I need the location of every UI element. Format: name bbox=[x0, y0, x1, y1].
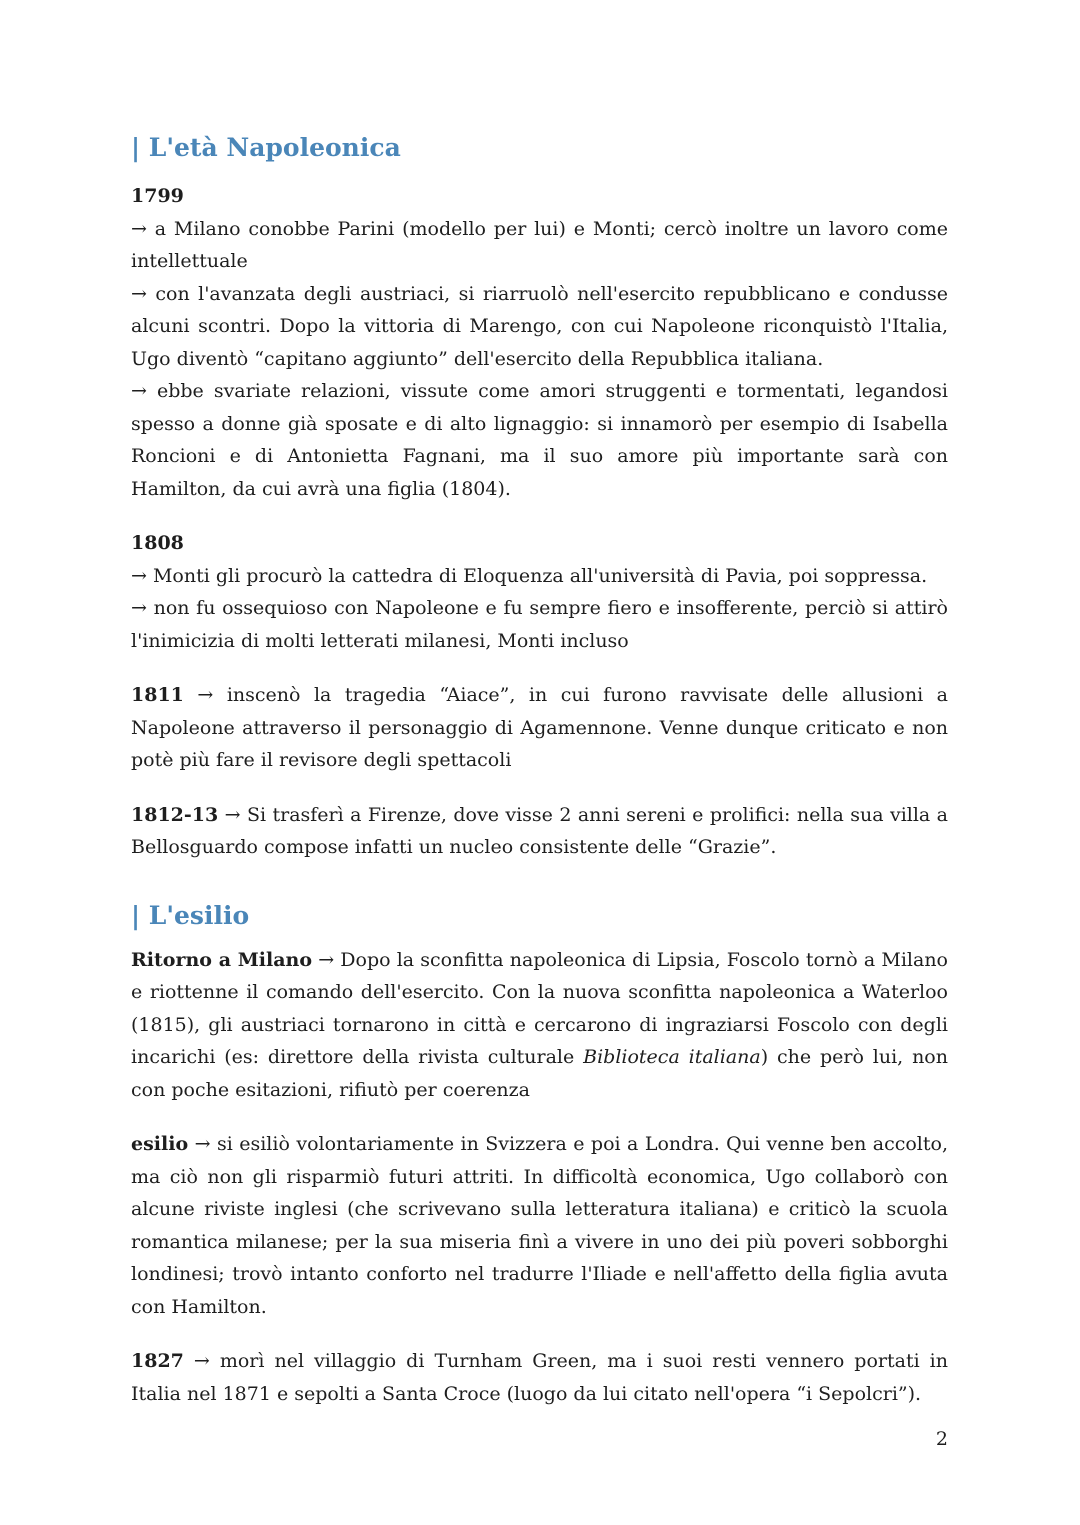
entry-line: → con l'avanzata degli austriaci, si riarruolò nell'esercito repubblicano e condusse alcuni scontri. Dopo la vittoria di Marengo, con cui Napoleone riconquistò l'Italia, Ugo diventò “capitano aggiunto” dell'esercito della Repubblica italiana. bbox=[131, 282, 948, 370]
entry-line: → a Milano conobbe Parini (modello per lui) e Monti; cercò inoltre un lavoro come intellettuale bbox=[131, 217, 948, 272]
entry-text: → Dopo la sconfitta napoleonica di Lipsia, Foscolo tornò a Milano e riottenne il comando dell'esercito. Con la nuova sconfitta napoleonica a Waterloo (1815), gli austriaci tornarono in città e cercarono di ingraziarsi Foscolo con degli incarichi (es: direttore della rivista culturale bbox=[131, 948, 948, 1068]
entry-paragraph bbox=[131, 679, 948, 777]
entry-esilio bbox=[131, 1128, 948, 1323]
entry-text: ) che però lui, non con poche esitazioni, rifiutò per coerenza bbox=[131, 1046, 948, 1101]
entry-ritorno-milano bbox=[131, 944, 948, 1107]
entry-line: → Monti gli procurò la cattedra di Eloquenza all'università di Pavia, poi soppressa. bbox=[131, 564, 928, 587]
entry-paragraph bbox=[131, 1128, 948, 1323]
entry-line: → non fu ossequioso con Napoleone e fu sempre fiero e insofferente, perciò si attirò l'inimicizia di molti letterati milanesi, Monti incluso bbox=[131, 597, 948, 652]
entry-label: Ritorno a Milano bbox=[131, 948, 313, 971]
entry-year: 1811 bbox=[131, 684, 184, 706]
document-page bbox=[131, 130, 948, 1432]
entry-year: 1799 bbox=[131, 185, 184, 207]
entry-text: → inscenò la tragedia “Aiace”, in cui furono ravvisate delle allusioni a Napoleone attraverso il personaggio di Agamennone. Venne dunque criticato e non potè più fare il revisore degli spettacoli bbox=[131, 684, 948, 771]
entry-paragraph bbox=[131, 1345, 948, 1410]
entry-text: → Si trasferì a Firenze, dove visse 2 anni sereni e prolifici: nella sua villa a Bellosguardo compose infatti un nucleo consistente delle “Grazie”. bbox=[131, 803, 948, 858]
entry-year: 1812-13 bbox=[131, 803, 219, 826]
entry-italic-title: Biblioteca italiana bbox=[583, 1046, 761, 1068]
entry-year: 1827 bbox=[131, 1350, 184, 1372]
entry-1799 bbox=[131, 180, 948, 505]
entry-text: → morì nel villaggio di Turnham Green, ma i suoi resti vennero portati in Italia nel 1871 e sepolti a Santa Croce (luogo da lui citato nell'opera “i Sepolcri”). bbox=[131, 1350, 948, 1405]
entry-1827 bbox=[131, 1345, 948, 1410]
page-number: 2 bbox=[935, 1428, 948, 1450]
entry-line: → ebbe svariate relazioni, vissute come amori struggenti e tormentati, legandosi spesso a donne già sposate e di alto lignaggio: si innamorò per esempio di Isabella Roncioni e di Antonietta Fagnani, ma il suo amore più importante sarà con Hamilton, da cui avrà una figlia (1804). bbox=[131, 380, 948, 500]
entry-1812-13 bbox=[131, 799, 948, 864]
entry-label: esilio bbox=[131, 1133, 189, 1155]
entry-paragraph bbox=[131, 944, 948, 1107]
section-title-eta-napoleonica: | L'età Napoleonica bbox=[131, 133, 401, 162]
entry-year: 1808 bbox=[131, 532, 184, 554]
entry-1811 bbox=[131, 679, 948, 777]
entry-paragraph bbox=[131, 799, 948, 864]
entry-1808 bbox=[131, 527, 948, 657]
section-title-esilio: | L'esilio bbox=[131, 900, 250, 930]
entry-text: → si esiliò volontariamente in Svizzera e poi a Londra. Qui venne ben accolto, ma ciò non gli risparmiò futuri attriti. In difficoltà economica, Ugo collaborò con alcune riviste inglesi (che scrivevano sulla letteratura italiana) e criticò la scuola romantica milanese; per la sua miseria finì a vivere in uno dei più poveri sobborghi londinesi; trovò intanto conforto nel tradurre l'Iliade e nell'affetto della figlia avuta con Hamilton. bbox=[131, 1133, 948, 1318]
